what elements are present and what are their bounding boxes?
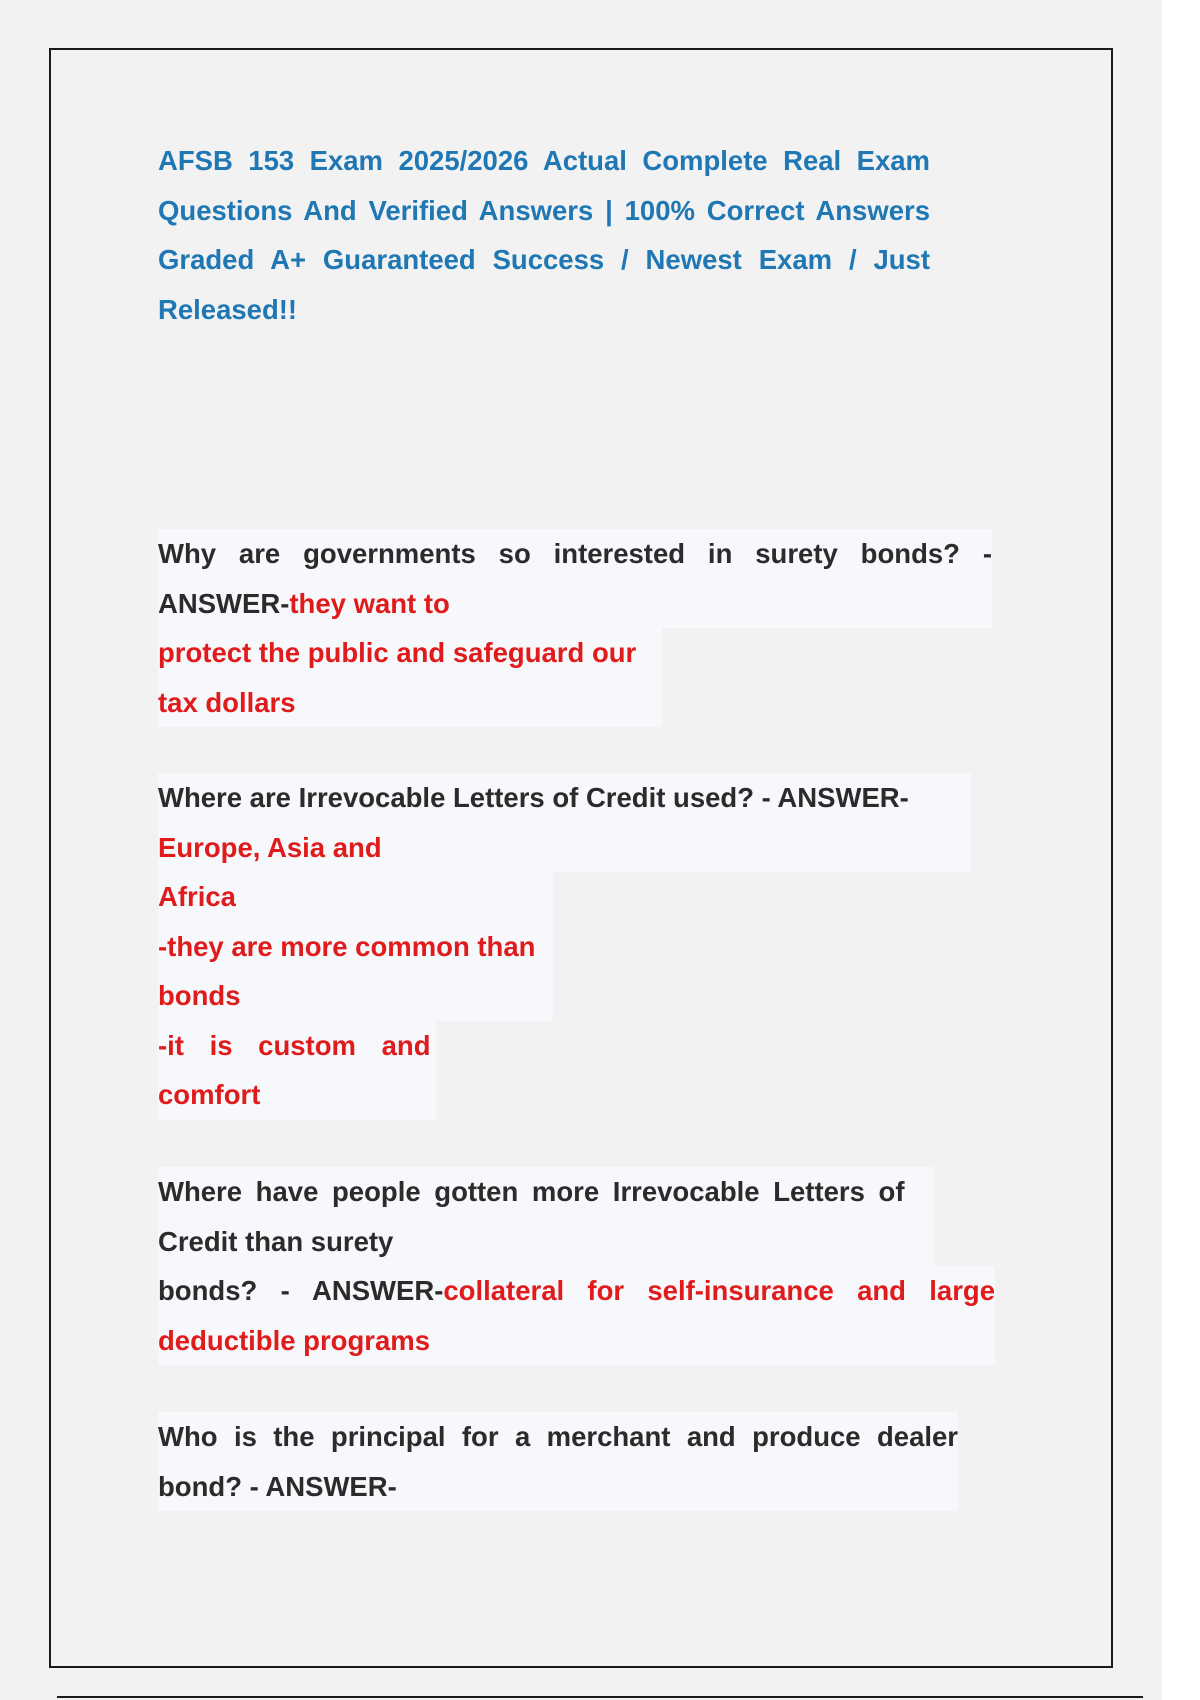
question-text [158,773,971,823]
qa-item-1-answer [158,628,662,727]
answer-line: -it is custom and [158,1021,436,1071]
question-label: Why are governments so interested in surety bonds? - ANSWER- [158,538,992,619]
answer-line: Africa [158,872,553,922]
answer-line: they want to [289,587,450,619]
qa-item-2 [158,773,971,1120]
page-bottom-rule [57,1696,1143,1698]
question-label: Where are Irrevocable Letters of Credit used? - ANSWER- [158,782,909,813]
answer-line: Europe, Asia and [158,823,971,873]
question-line: bonds? - ANSWER- [158,1275,444,1306]
answer-line: comfort [158,1070,436,1120]
viewer-right-margin [1162,0,1200,1700]
answer-line: protect the public and safeguard our [158,628,662,678]
qa-item-3 [158,1167,995,1365]
qa-item-4 [158,1412,958,1511]
question-text [158,1412,958,1511]
answer-line: tax dollars [158,678,662,728]
question-line: Where have people gotten more Irrevocable Letters of [158,1167,934,1217]
qa-item-1 [158,529,992,628]
question-line: Credit than surety [158,1217,934,1267]
answer-text: collateral for self-insurance and large deductible programs [158,1275,995,1356]
answer-line: bonds [158,971,553,1021]
question-text [158,529,992,628]
question-label: Who is the principal for a merchant and produce dealer bond? - ANSWER- [158,1421,958,1502]
question-answer-text [158,1266,995,1365]
document-title: AFSB 153 Exam 2025/2026 Actual Complete Real Exam Questions And Verified Answers | 100% Correct Answers Graded A+ Guaranteed Success / Newest Exam / Just Released!! [158,145,930,325]
answer-line: -they are more common than [158,922,553,972]
